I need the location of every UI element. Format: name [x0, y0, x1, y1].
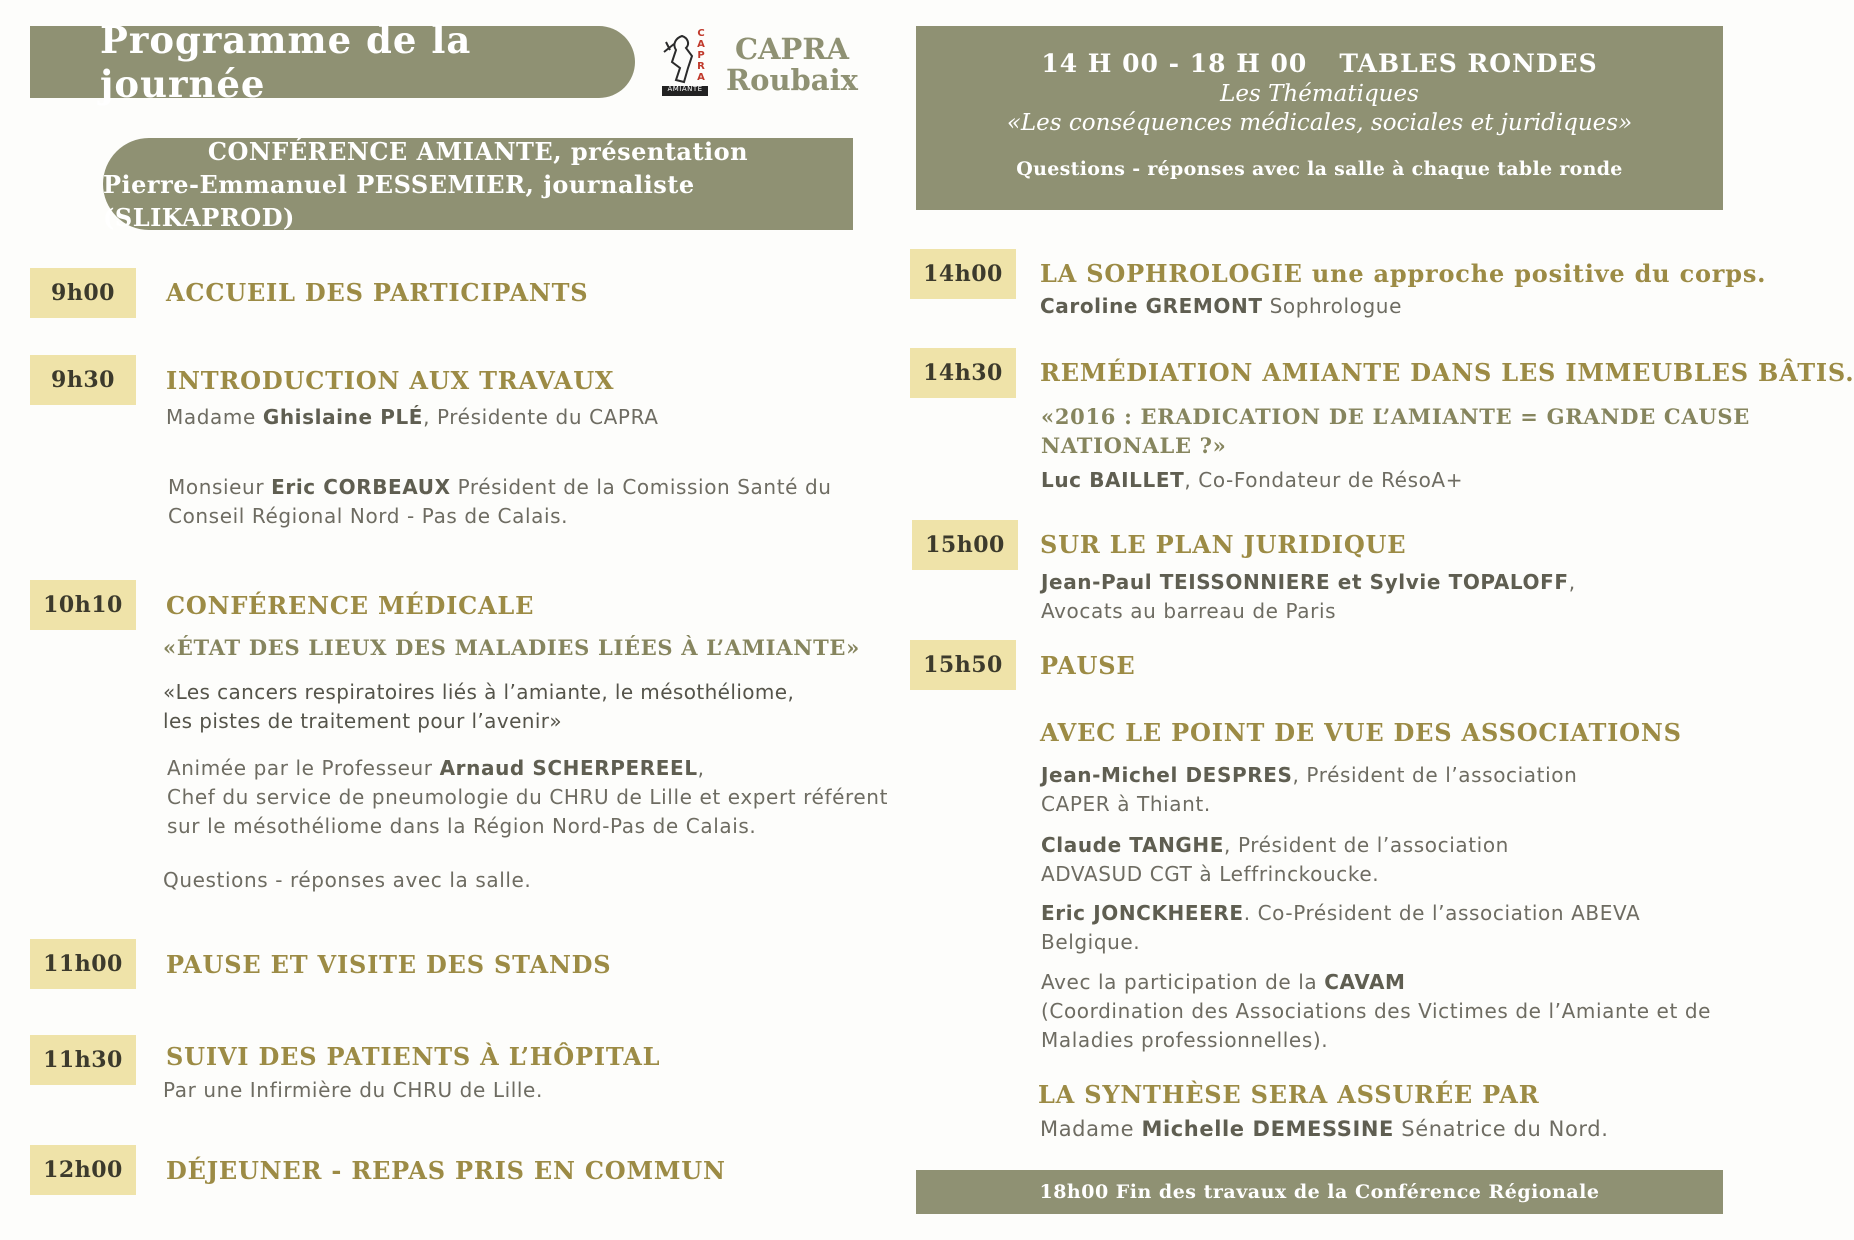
- logo-line2: Roubaix: [726, 63, 858, 97]
- cavam-line2: (Coordination des Associations des Victimes de l’Amiante et de: [1041, 999, 1712, 1023]
- speaker-role: Président de la Comission Santé du: [450, 475, 832, 499]
- capra-logo-text: [726, 34, 858, 96]
- time-badge: 10h10: [30, 580, 136, 630]
- speaker-line: [166, 403, 659, 432]
- speaker-role: , Présidente du CAPRA: [423, 405, 659, 429]
- speaker-role: Sophrologue: [1262, 294, 1402, 318]
- speaker-line: [1041, 466, 1463, 495]
- tables-rondes-heading: [916, 48, 1723, 80]
- logo-line1: CAPRA: [734, 32, 849, 66]
- speaker-role: , Co-Fondateur de RésoA+: [1184, 468, 1464, 492]
- speaker-role: Avocats au barreau de Paris: [1041, 599, 1337, 623]
- session-title: DÉJEUNER - REPAS PRIS EN COMMUN: [166, 1156, 726, 1185]
- speaker-prefix: Madame: [166, 405, 263, 429]
- cavam-prefix: Avec la participation de la: [1041, 970, 1325, 994]
- moderator-line3: sur le mésothéliome dans la Région Nord-Pas de Calais.: [167, 814, 757, 838]
- conference-banner: [103, 138, 853, 230]
- session-title: REMÉDIATION AMIANTE DANS LES IMMEUBLES BÂTIS.: [1040, 358, 1854, 387]
- thematiques-quote: «Les conséquences médicales, sociales et juridiques»: [1006, 110, 1633, 136]
- questions-text: Questions - réponses avec la salle.: [163, 868, 532, 892]
- speaker-comma: ,: [1568, 570, 1576, 594]
- time-badge: 15h50: [910, 640, 1016, 690]
- session-title: ACCUEIL DES PARTICIPANTS: [166, 278, 589, 307]
- session-title: PAUSE: [1040, 651, 1136, 680]
- time-range: 14 H 00 - 18 H 00: [1041, 49, 1308, 78]
- session-quote: [163, 678, 794, 736]
- conference-line1: CONFÉRENCE AMIANTE, présentation: [207, 136, 749, 166]
- association-speaker: [1041, 761, 1577, 819]
- speaker-names: Jean-Paul TEISSONNIERE et Sylvie TOPALOFF: [1041, 570, 1569, 594]
- speaker-role: Sénatrice du Nord.: [1394, 1117, 1609, 1141]
- session-title: CONFÉRENCE MÉDICALE: [166, 591, 535, 620]
- moderator-block: [167, 754, 888, 841]
- synthese-speaker: [1040, 1115, 1609, 1144]
- speaker-name: Eric CORBEAUX: [271, 475, 451, 499]
- synthese-title: LA SYNTHÈSE SERA ASSURÉE PAR: [1038, 1080, 1540, 1109]
- speaker-line: [168, 473, 832, 531]
- quote-line1: «Les cancers respiratoires liés à l’amiante, le mésothéliome,: [163, 680, 795, 704]
- time-badge: 11h00: [30, 939, 136, 989]
- speaker-role: , Président de l’association: [1292, 763, 1578, 787]
- speaker-name: Claude TANGHE: [1041, 833, 1225, 857]
- tables-rondes-label: TABLES RONDES: [1339, 49, 1598, 78]
- speaker-name: Ghislaine PLÉ: [262, 405, 424, 429]
- tables-rondes-header: [916, 26, 1723, 210]
- moderator-comma: ,: [697, 756, 705, 780]
- session-text: Par une Infirmière du CHRU de Lille.: [163, 1078, 543, 1102]
- time-badge: 11h30: [30, 1035, 136, 1085]
- subtitle-line1: «2016 : ERADICATION DE L’AMIANTE = GRANDE CAUSE: [1041, 404, 1750, 429]
- session-title: INTRODUCTION AUX TRAVAUX: [166, 366, 615, 395]
- cavam-block: [1041, 968, 1711, 1055]
- session-subtitle: [1041, 402, 1750, 460]
- speaker-role-line2: ADVASUD CGT à Leffrinckoucke.: [1041, 862, 1380, 886]
- speaker-role-line2: Belgique.: [1041, 930, 1141, 954]
- speaker-role: , Président de l’association: [1224, 833, 1509, 857]
- programme-title-text: Programme de la journée: [100, 18, 472, 106]
- closing-text: 18h00 Fin des travaux de la Conférence Régionale: [1039, 1181, 1600, 1203]
- speaker-name: Luc BAILLET: [1041, 468, 1185, 492]
- associations-title: AVEC LE POINT DE VUE DES ASSOCIATIONS: [1040, 718, 1682, 747]
- speaker-line: [1040, 292, 1402, 321]
- closing-banner: [916, 1170, 1723, 1214]
- session-title: LA SOPHROLOGIE une approche positive du corps.: [1040, 259, 1767, 288]
- speaker-role: . Co-Président de l’association ABEVA: [1243, 901, 1641, 925]
- session-subtitle: «ÉTAT DES LIEUX DES MALADIES LIÉES À L’AMIANTE»: [163, 635, 860, 660]
- association-speaker: [1041, 831, 1509, 889]
- thematiques-subtitle: Les Thématiques: [1220, 81, 1419, 107]
- capra-vertical-text: CAPRA: [697, 28, 705, 83]
- speaker-role-line2: Conseil Régional Nord - Pas de Calais.: [168, 504, 569, 528]
- quote-line2: les pistes de traitement pour l’avenir»: [163, 709, 563, 733]
- speaker-name: Jean-Michel DESPRES: [1041, 763, 1293, 787]
- moderator-name: Arnaud SCHERPEREEL: [439, 756, 698, 780]
- cavam-name: CAVAM: [1324, 970, 1406, 994]
- time-badge: 12h00: [30, 1145, 136, 1195]
- time-badge: 9h00: [30, 268, 136, 318]
- time-badge: 9h30: [30, 355, 136, 405]
- questions-note: Questions - réponses avec la salle à chaque table ronde: [1016, 158, 1623, 180]
- time-badge: 14h00: [910, 249, 1016, 299]
- programme-title: [30, 18, 635, 106]
- moderator-line2: Chef du service de pneumologie du CHRU de Lille et expert référent: [167, 785, 889, 809]
- session-title: SUIVI DES PATIENTS À L’HÔPITAL: [166, 1042, 661, 1071]
- speaker-role-line2: CAPER à Thiant.: [1041, 792, 1211, 816]
- capra-amiante-label: AMIANTE: [667, 85, 703, 93]
- session-title: PAUSE ET VISITE DES STANDS: [166, 950, 612, 979]
- speaker-name: Eric JONCKHEERE: [1041, 901, 1244, 925]
- speaker-name: Caroline GREMONT: [1040, 294, 1263, 318]
- moderator-prefix: Animée par le Professeur: [167, 756, 440, 780]
- time-badge: 15h00: [912, 520, 1018, 570]
- subtitle-line2: NATIONALE ?»: [1041, 433, 1227, 458]
- capra-logo: [662, 26, 862, 106]
- time-badge: 14h30: [910, 348, 1016, 398]
- speaker-prefix: Monsieur: [168, 475, 272, 499]
- association-speaker: [1041, 899, 1640, 957]
- cavam-line3: Maladies professionnelles).: [1041, 1028, 1329, 1052]
- speaker-name: Michelle DEMESSINE: [1141, 1117, 1394, 1141]
- speaker-line: [1041, 568, 1576, 626]
- session-title: SUR LE PLAN JURIDIQUE: [1040, 530, 1407, 559]
- conference-line2: Pierre-Emmanuel PESSEMIER, journaliste (SLIKAPROD): [103, 169, 695, 232]
- speaker-prefix: Madame: [1040, 1117, 1142, 1141]
